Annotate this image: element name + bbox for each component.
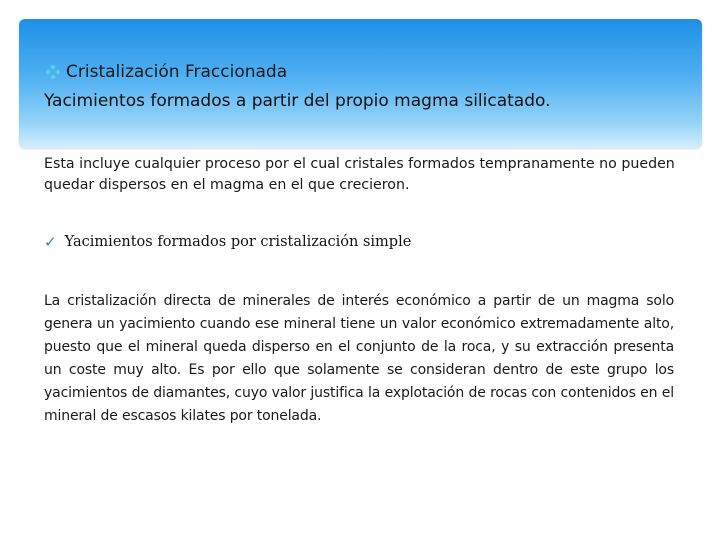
intro-paragraph: Esta incluye cualquier proceso por el cual cristales formados tempranamente no pueden quedar dispersos en el magma en el que crecieron.: [44, 156, 675, 193]
check-list-item: [44, 233, 411, 251]
slide-title: [46, 62, 287, 82]
title-text: Cristalización Fraccionada: [66, 62, 288, 82]
diamond-bullet-icon: [46, 65, 60, 79]
checkmark-icon: ✓: [44, 233, 57, 251]
slide-subtitle: Yacimientos formados a partir del propio magma silicatado.: [44, 91, 551, 111]
check-item-text: Yacimientos formados por cristalización simple: [64, 234, 412, 250]
body-paragraph: La cristalización directa de minerales de interés económico a partir de un magma solo genera un yacimiento cuando ese mineral tiene un valor económico extremadamente alto, puesto que el mineral queda disperso en el conjunto de la roca, y su extracción presenta un coste muy alto. Es por ello que solamente se consideran dentro de este grupo los yacimientos de diamantes, cuyo valor justifica la explotación de rocas con contenidos en el mineral de escasos kilates por tonelada.: [44, 293, 674, 425]
header-band: [19, 19, 702, 148]
